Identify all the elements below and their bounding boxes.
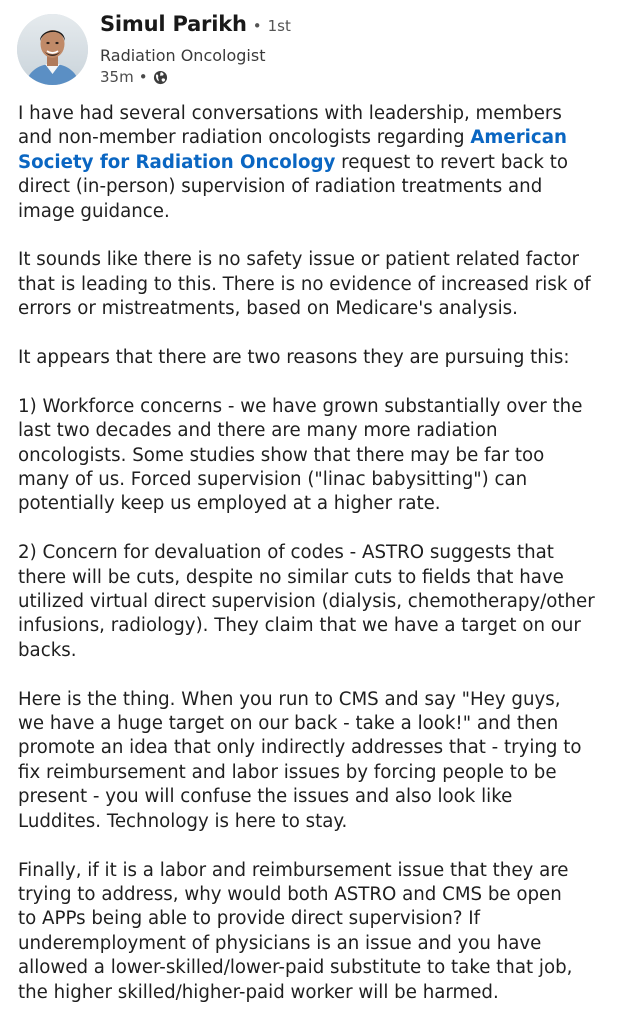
paragraph-1-text-start: I have had several conversations with leadership, members and non-member radiation oncologists regarding bbox=[18, 103, 562, 149]
author-avatar[interactable] bbox=[17, 14, 88, 85]
mention-link-astro[interactable]: American Society for Radiation Oncology bbox=[18, 127, 567, 173]
paragraph-7: Finally, if it is a labor and reimbursement issue that they are trying to address, why would both ASTRO and CMS be open to APPs being able to provide direct supervision? If underemployment of physicians is an issue and you have allowed a lower-skilled/lower-paid substitute to take that job, the higher skilled/higher-paid worker will be harmed. bbox=[18, 859, 573, 1003]
paragraph-1-text-end: request to revert back to direct (in-person) supervision of radiation treatments and image guidance. bbox=[18, 151, 568, 222]
avatar-photo bbox=[17, 14, 88, 85]
degree-separator: • bbox=[252, 17, 262, 35]
globe-icon bbox=[153, 70, 168, 85]
post-meta-row bbox=[100, 68, 291, 86]
paragraph-3: It appears that there are two reasons they are pursuing this: bbox=[18, 347, 570, 369]
connection-degree: 1st bbox=[267, 17, 291, 35]
post-body bbox=[18, 102, 616, 1029]
paragraph-4: 1) Workforce concerns - we have grown substantially over the last two decades and there are many more radiation oncologists. Some studies show that there may be far too many of us. Forced supervision ("linac babysitting") can potentially keep us employed at a higher rate. bbox=[18, 395, 583, 515]
time-separator: • bbox=[138, 68, 148, 86]
paragraph-2: It sounds like there is no safety issue or patient related factor that is leading to this. There is no evidence of increased risk of errors or mistreatments, based on Medicare's analysis. bbox=[18, 249, 591, 320]
author-name-row bbox=[100, 12, 291, 46]
author-meta bbox=[100, 12, 291, 86]
paragraph-5: 2) Concern for devaluation of codes - ASTRO suggests that there will be cuts, despite no similar cuts to fields that have utilized virtual direct supervision (dialysis, chemotherapy/other infusions, radiology). They claim that we have a target on our backs. bbox=[18, 542, 595, 661]
paragraph-6: Here is the thing. When you run to CMS and say "Hey guys, we have a huge target on our back - take a look!" and then promote an idea that only indirectly addresses that - trying to fix reimbursement and labor issues by forcing people to be present - you will confuse the issues and also look like Luddites. Technology is here to stay. bbox=[18, 688, 582, 832]
post-header bbox=[17, 12, 617, 92]
author-name[interactable]: Simul Parikh bbox=[100, 12, 247, 36]
author-headline: Radiation Oncologist bbox=[100, 46, 266, 65]
post-time: 35m bbox=[100, 68, 134, 86]
paragraph-1 bbox=[18, 102, 616, 224]
